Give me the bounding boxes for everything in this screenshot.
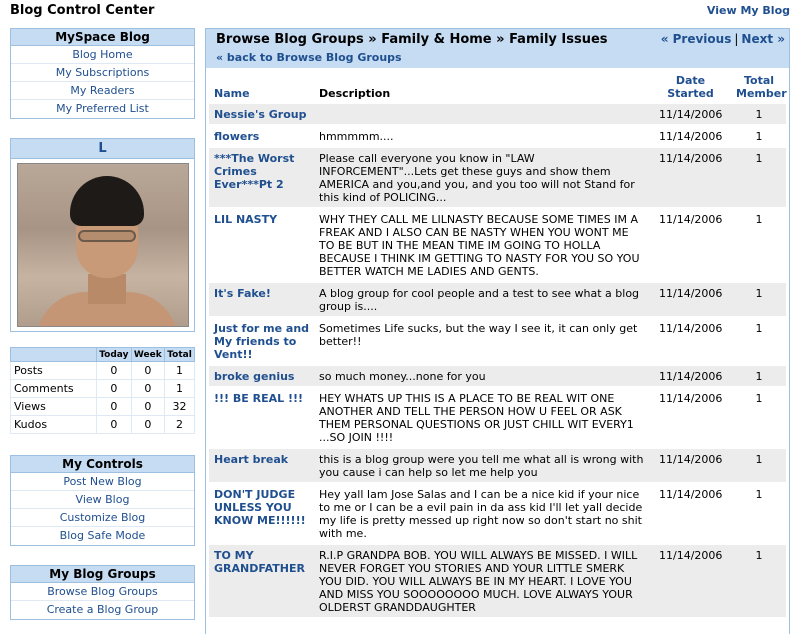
stats-week: 0 xyxy=(131,380,164,398)
stats-today: 0 xyxy=(97,416,132,434)
stats-total: 32 xyxy=(164,398,194,416)
group-description: this is a blog group were you tell me what all is wrong with you cause i can help so let me help you xyxy=(314,448,649,483)
photo-hair xyxy=(70,176,144,226)
table-row xyxy=(209,483,786,544)
group-name-link[interactable]: broke genius xyxy=(209,365,314,387)
table-row xyxy=(209,104,786,125)
profile-name[interactable]: L xyxy=(11,139,194,159)
stats-today: 0 xyxy=(97,362,132,380)
blog-groups-table xyxy=(209,72,786,619)
table-row xyxy=(209,147,786,208)
stats-header-row xyxy=(11,348,195,362)
group-name-link[interactable]: Just for me and My friends to Vent!! xyxy=(209,317,314,365)
column-header-date-started[interactable]: Date Started xyxy=(667,74,714,100)
profile-photo[interactable] xyxy=(17,163,189,327)
group-description: hmmmmm.... xyxy=(314,125,649,147)
group-description: Sometimes Life sucks, but the way I see it, it can only get better!! xyxy=(314,317,649,365)
stats-header-total: Total xyxy=(164,348,194,362)
group-name-link[interactable]: DON'T JUDGE UNLESS YOU KNOW ME!!!!!! xyxy=(209,483,314,544)
breadcrumb: Browse Blog Groups » Family & Home » Family Issues xyxy=(216,32,608,47)
group-description: Please call everyone you know in "LAW INFORCEMENT"...Lets get these guys and show them AMERICA and you,and you, and you too will not Stand for this kind of POLICING... xyxy=(314,147,649,208)
group-name-link[interactable]: !!! BE REAL !!! xyxy=(209,387,314,448)
group-description: HEY WHATS UP THIS IS A PLACE TO BE REAL WIT ONE ANOTHER AND TELL THE PERSON HOW U FEEL OR ASK THEM PERSONAL QUESTIONS OR JUST CHILL WIT EVERY1 ...SO JOIN !!!! xyxy=(314,387,649,448)
my-controls-box xyxy=(10,455,195,546)
stats-today: 0 xyxy=(97,398,132,416)
back-to-browse-link[interactable]: « back to Browse Blog Groups xyxy=(216,51,402,64)
panel-header xyxy=(206,29,789,68)
stats-week: 0 xyxy=(131,398,164,416)
stats-header-today: Today xyxy=(97,348,132,362)
my-blog-groups-heading: My Blog Groups xyxy=(11,566,194,583)
group-description: WHY THEY CALL ME LILNASTY BECAUSE SOME TIMES IM A FREAK AND I ALSO CAN BE NASTY WHEN YOU WONT ME TO BE BUT IN THE MEAN TIME IM GOING TO HOLLA BECAUSE I THINK IM GETTING TO NASTY FOR YOU SO YOU BETTER WATCH ME LADIES AND GENTS. xyxy=(314,208,649,282)
group-description: A blog group for cool people and a test to see what a blog group is.... xyxy=(314,282,649,317)
group-total-members: 1 xyxy=(731,282,786,317)
blog-groups-panel xyxy=(205,28,790,634)
table-header-row xyxy=(209,72,786,104)
group-description: Hey yall Iam Jose Salas and I can be a nice kid if your nice to me or I can be a evil pain in da ass kid I'll let yall decide my life is pretty messed up right now so don't start no shit with me. xyxy=(314,483,649,544)
group-total-members: 1 xyxy=(731,365,786,387)
nav-blog-home[interactable]: Blog Home xyxy=(11,46,194,64)
pager-separator: | xyxy=(734,32,739,46)
myspace-blog-box xyxy=(10,28,195,119)
table-row xyxy=(209,448,786,483)
group-name-link[interactable]: ***The Worst Crimes Ever***Pt 2 xyxy=(209,147,314,208)
group-date-started: 11/14/2006 xyxy=(649,448,731,483)
group-total-members: 1 xyxy=(731,208,786,282)
profile-box xyxy=(10,138,195,332)
nav-my-preferred-list[interactable]: My Preferred List xyxy=(56,102,149,115)
group-date-started: 11/14/2006 xyxy=(649,125,731,147)
page-title: Blog Control Center xyxy=(10,3,155,18)
stats-total: 1 xyxy=(164,362,194,380)
stats-total: 2 xyxy=(164,416,194,434)
group-total-members: 1 xyxy=(731,544,786,618)
group-total-members: 1 xyxy=(731,448,786,483)
group-date-started: 11/14/2006 xyxy=(649,208,731,282)
group-date-started: 11/14/2006 xyxy=(649,387,731,448)
pager xyxy=(661,32,785,46)
table-row xyxy=(209,282,786,317)
stats-header-week: Week xyxy=(131,348,164,362)
blog-safe-mode-link[interactable]: Blog Safe Mode xyxy=(59,529,146,542)
nav-my-readers[interactable]: My Readers xyxy=(11,82,194,100)
photo-glasses xyxy=(78,230,136,242)
group-date-started: 11/14/2006 xyxy=(649,483,731,544)
stats-today: 0 xyxy=(97,380,132,398)
stats-header-blank xyxy=(11,348,97,362)
group-name-link[interactable]: Nessie's Group xyxy=(209,104,314,125)
browse-blog-groups-link[interactable]: Browse Blog Groups xyxy=(11,583,194,601)
stats-label: Views xyxy=(11,398,97,416)
group-total-members: 1 xyxy=(731,387,786,448)
column-header-description: Description xyxy=(319,87,391,100)
group-date-started: 11/14/2006 xyxy=(649,317,731,365)
group-date-started: 11/14/2006 xyxy=(649,544,731,618)
group-date-started: 11/14/2006 xyxy=(649,365,731,387)
my-controls-heading: My Controls xyxy=(11,456,194,473)
group-name-link[interactable]: It's Fake! xyxy=(209,282,314,317)
group-description xyxy=(314,104,649,125)
stats-label: Kudos xyxy=(11,416,97,434)
stats-week: 0 xyxy=(131,362,164,380)
stats-row-posts xyxy=(11,362,195,380)
customize-blog-link[interactable]: Customize Blog xyxy=(11,509,194,527)
group-description: so much money...none for you xyxy=(314,365,649,387)
table-row xyxy=(209,365,786,387)
group-date-started: 11/14/2006 xyxy=(649,282,731,317)
group-total-members: 1 xyxy=(731,147,786,208)
stats-week: 0 xyxy=(131,416,164,434)
stats-row-comments xyxy=(11,380,195,398)
nav-my-subscriptions[interactable]: My Subscriptions xyxy=(11,64,194,82)
group-total-members: 1 xyxy=(731,483,786,544)
stats-row-kudos xyxy=(11,416,195,434)
group-date-started: 11/14/2006 xyxy=(649,104,731,125)
post-new-blog-link[interactable]: Post New Blog xyxy=(11,473,194,491)
myspace-blog-heading: MySpace Blog xyxy=(11,29,194,46)
table-row xyxy=(209,544,786,618)
view-my-blog-link[interactable]: View My Blog xyxy=(706,4,790,17)
group-total-members: 1 xyxy=(731,104,786,125)
group-total-members: 1 xyxy=(731,317,786,365)
table-row xyxy=(209,317,786,365)
create-blog-group-link[interactable]: Create a Blog Group xyxy=(46,603,159,616)
stats-label: Comments xyxy=(11,380,97,398)
stats-label: Posts xyxy=(11,362,97,380)
table-row xyxy=(209,125,786,147)
group-description: R.I.P GRANDPA BOB. YOU WILL ALWAYS BE MISSED. I WILL NEVER FORGET YOU STORIES AND YOUR LITTLE SMERK YOU DID. YOU WILL ALWAYS BE IN MY HEART. I LOVE YOU AND MISS YOU SOOOOOOOO MUCH. LOVE ALWAYS YOUR OLDERST GRANDDAUGHTER xyxy=(314,544,649,618)
my-blog-groups-box xyxy=(10,565,195,620)
blog-stats-table xyxy=(10,347,195,434)
photo-neck xyxy=(88,274,126,304)
stats-total: 1 xyxy=(164,380,194,398)
view-blog-link[interactable]: View Blog xyxy=(11,491,194,509)
column-header-name[interactable]: Name xyxy=(214,87,250,100)
group-name-link[interactable]: TO MY GRANDFATHER xyxy=(209,544,314,618)
next-page-link[interactable]: Next » xyxy=(741,32,785,46)
previous-page-link[interactable]: « Previous xyxy=(660,32,732,46)
table-row xyxy=(209,387,786,448)
stats-row-views xyxy=(11,398,195,416)
group-name-link[interactable]: flowers xyxy=(209,125,314,147)
group-total-members: 1 xyxy=(731,125,786,147)
group-name-link[interactable]: Heart break xyxy=(209,448,314,483)
group-name-link[interactable]: LIL NASTY xyxy=(209,208,314,282)
column-header-total-member[interactable]: Total Member xyxy=(736,74,787,100)
group-date-started: 11/14/2006 xyxy=(649,147,731,208)
table-row xyxy=(209,208,786,282)
